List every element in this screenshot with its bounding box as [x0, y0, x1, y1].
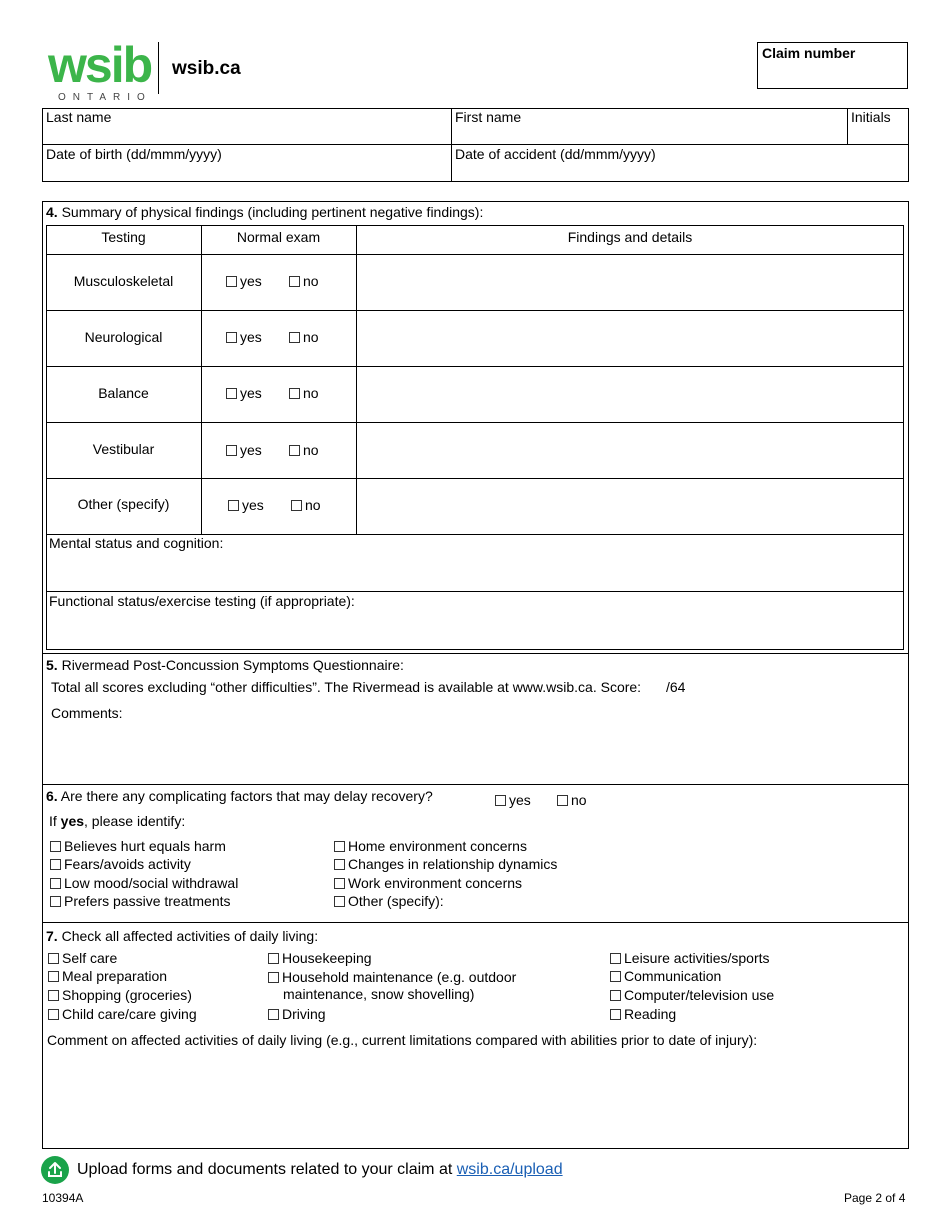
row-label: Vestibular: [92, 441, 155, 457]
table-col1-divider: [201, 225, 202, 535]
yes-checkbox[interactable]: yes: [226, 273, 262, 289]
first-name-field[interactable]: First name: [455, 109, 522, 125]
row-label: Balance: [98, 385, 149, 401]
section6-divider: [42, 784, 909, 785]
section7-divider: [42, 922, 909, 923]
adl-checkbox[interactable]: Driving: [268, 1006, 326, 1022]
section6-number: 6.: [46, 788, 58, 804]
claim-number-label: Claim number: [762, 45, 856, 61]
logo-sub: ONTARIO: [58, 92, 152, 103]
section5-instructions: Total all scores excluding “other difficulties”. The Rivermead is available at www.wsib.ca. Score:: [51, 679, 642, 695]
section5-title: [46, 657, 404, 673]
section5-title-text: Rivermead Post-Concussion Symptoms Questionnaire:: [57, 657, 404, 673]
factor-checkbox[interactable]: Believes hurt equals harm: [50, 838, 226, 854]
no-checkbox[interactable]: no: [289, 273, 319, 289]
adl-checkbox[interactable]: Reading: [610, 1006, 676, 1022]
section4-title: [46, 204, 483, 220]
factor-checkbox[interactable]: Prefers passive treatments: [50, 893, 231, 909]
row-divider: [46, 310, 904, 311]
logo-text: wsib: [48, 37, 152, 93]
section6-title-text: Are there any complicating factors that may delay recovery?: [57, 788, 433, 804]
row-divider: [46, 366, 904, 367]
no-checkbox[interactable]: no: [289, 385, 319, 401]
adl-checkbox[interactable]: Shopping (groceries): [48, 987, 192, 1003]
section4-title-text: Summary of physical findings (including pertinent negative findings):: [57, 204, 484, 220]
last-name-field[interactable]: Last name: [46, 109, 112, 125]
upload-message: Upload forms and documents related to your claim at wsib.ca/upload: [77, 1161, 563, 1178]
row-label: Musculoskeletal: [73, 273, 174, 289]
adl-checkbox[interactable]: Housekeeping: [268, 950, 372, 966]
section5-divider: [42, 653, 909, 654]
adl-checkbox[interactable]: Household maintenance (e.g. outdoor: [268, 969, 516, 985]
complicating-no-checkbox[interactable]: no: [557, 792, 587, 808]
doa-field[interactable]: Date of accident (dd/mmm/yyyy): [455, 146, 656, 162]
initials-field[interactable]: Initials: [851, 109, 891, 125]
section4-number: 4.: [46, 204, 58, 220]
logo-divider: [158, 42, 159, 94]
row-divider: [46, 591, 904, 592]
factor-checkbox[interactable]: Work environment concerns: [334, 875, 522, 891]
no-checkbox[interactable]: no: [291, 497, 321, 513]
if-yes-label: If yes, please identify:: [49, 813, 186, 829]
adl-checkbox[interactable]: Self care: [48, 950, 117, 966]
upload-icon[interactable]: [41, 1156, 69, 1184]
no-checkbox[interactable]: no: [289, 329, 319, 345]
yes-checkbox[interactable]: yes: [226, 329, 262, 345]
score-field[interactable]: /64: [666, 679, 686, 695]
section7-title-text: Check all affected activities of daily living:: [57, 928, 319, 944]
table-col2-divider: [356, 225, 357, 535]
factor-checkbox[interactable]: Home environment concerns: [334, 838, 527, 854]
yes-checkbox[interactable]: yes: [228, 497, 264, 513]
page-number: Page 2 of 4: [844, 1191, 906, 1205]
adl-label-continued: maintenance, snow shovelling): [283, 986, 475, 1002]
yes-checkbox[interactable]: yes: [226, 385, 262, 401]
section5-number: 5.: [46, 657, 58, 673]
adl-checkbox[interactable]: Communication: [610, 968, 721, 984]
adl-checkbox[interactable]: Child care/care giving: [48, 1006, 197, 1022]
identity-col-divider: [451, 108, 452, 182]
col-normal-exam: Normal exam: [236, 229, 321, 245]
upload-link[interactable]: wsib.ca/upload: [456, 1161, 563, 1178]
table-header-divider: [46, 254, 904, 255]
adl-checkbox[interactable]: Leisure activities/sports: [610, 950, 770, 966]
functional-status-field[interactable]: Functional status/exercise testing (if appropriate):: [49, 593, 355, 609]
wsib-logo: [48, 37, 158, 103]
yes-checkbox[interactable]: yes: [226, 442, 262, 458]
complicating-yes-checkbox[interactable]: yes: [495, 792, 531, 808]
no-checkbox[interactable]: no: [289, 442, 319, 458]
row-label: Neurological: [84, 329, 163, 345]
claim-number-field[interactable]: [757, 42, 908, 89]
adl-comment-field[interactable]: Comment on affected activities of daily living (e.g., current limitations compared with abilities prior to date of injury):: [47, 1032, 758, 1048]
factor-checkbox[interactable]: Other (specify):: [334, 893, 444, 909]
adl-checkbox[interactable]: Computer/television use: [610, 987, 774, 1003]
form-id: 10394A: [42, 1191, 84, 1205]
section5-comments[interactable]: Comments:: [51, 705, 123, 721]
section7-number: 7.: [46, 928, 58, 944]
factor-checkbox[interactable]: Fears/avoids activity: [50, 856, 191, 872]
site-name: wsib.ca: [172, 58, 241, 79]
col-findings: Findings and details: [567, 229, 693, 245]
adl-checkbox[interactable]: Meal preparation: [48, 968, 167, 984]
identity-divider: [42, 144, 909, 145]
section6-title: [46, 788, 433, 804]
row-divider: [46, 422, 904, 423]
initials-divider: [847, 108, 848, 144]
col-testing: Testing: [101, 229, 146, 245]
dob-field[interactable]: Date of birth (dd/mmm/yyyy): [46, 146, 222, 162]
section7-title: [46, 928, 318, 944]
mental-status-field[interactable]: Mental status and cognition:: [49, 535, 224, 551]
factor-checkbox[interactable]: Changes in relationship dynamics: [334, 856, 557, 872]
factor-checkbox[interactable]: Low mood/social withdrawal: [50, 875, 238, 891]
row-label: Other (specify): [77, 496, 170, 512]
row-divider: [46, 478, 904, 479]
